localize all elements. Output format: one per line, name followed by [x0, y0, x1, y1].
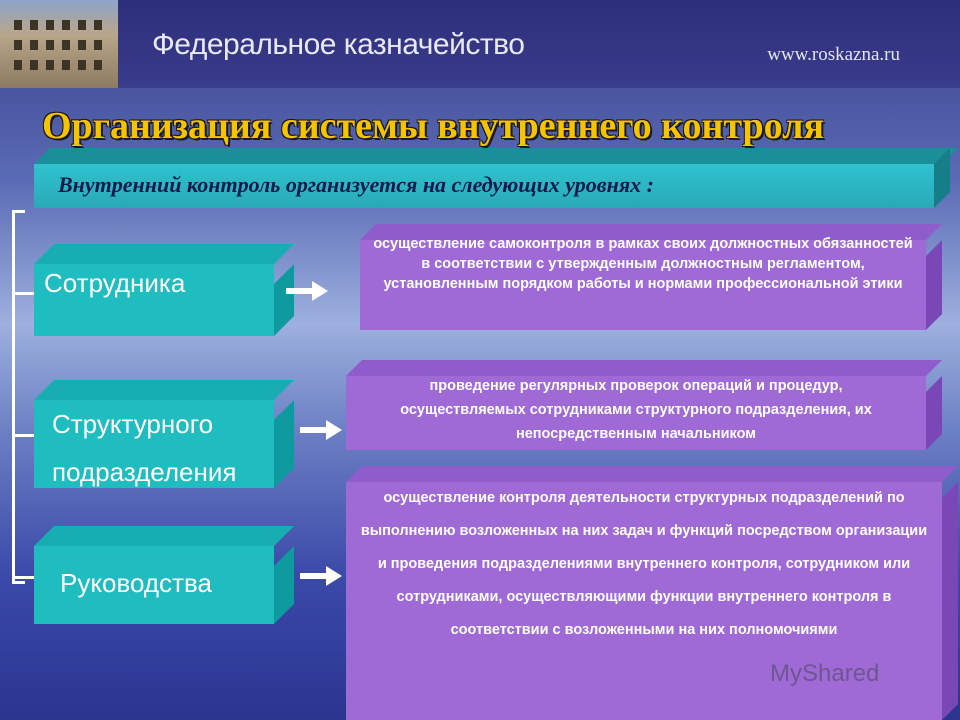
level-label: Руководства — [60, 568, 212, 598]
arrow-right-icon — [300, 566, 342, 586]
building-photo — [0, 0, 118, 88]
level-management — [34, 546, 274, 624]
level-label — [52, 400, 236, 496]
level-employee — [34, 264, 274, 336]
bracket-tick — [12, 576, 34, 579]
description-text: проведение регулярных проверок операций и процедур, осуществляемых сотрудниками структурного подразделения, их непосредственным начальником — [400, 378, 872, 442]
level-structural-unit — [34, 400, 274, 488]
watermark-logo: MyShared — [770, 660, 880, 687]
header-bar — [0, 0, 960, 88]
arrow-right-icon — [300, 420, 342, 440]
banner-top-face — [34, 148, 958, 164]
bracket-tick — [12, 434, 34, 437]
description-text: осуществление контроля деятельности структурных подразделений по выполнению возложенных на них задач и функций посредством организации и проведения подразделениями внутреннего контроля, сотрудником или сотрудниками, осуществляющими функции внутреннего контроля в соответствии с возложенными на них полномочиями — [360, 490, 928, 638]
bracket-tick — [12, 292, 34, 295]
site-url: www.roskazna.ru — [767, 44, 900, 65]
level-label-line: Структурного — [52, 409, 214, 439]
banner-text: Внутренний контроль организуется на следующих уровнях : — [58, 172, 654, 197]
level-description — [360, 236, 926, 330]
org-name: Федеральное казначейство — [152, 28, 525, 61]
level-label: Сотрудника — [44, 268, 186, 298]
level-label-line: подразделения — [52, 457, 237, 487]
arrow-right-icon — [286, 281, 328, 301]
description-text: осуществление самоконтроля в рамках своих должностных обязанностей в соответствии с утвержденным должностным регламентом, установленным порядком работы и нормами профессиональной этики — [373, 236, 913, 292]
slide-title: Организация системы внутреннего контроля — [42, 105, 825, 147]
level-description — [346, 376, 926, 450]
levels-bracket — [12, 210, 25, 584]
